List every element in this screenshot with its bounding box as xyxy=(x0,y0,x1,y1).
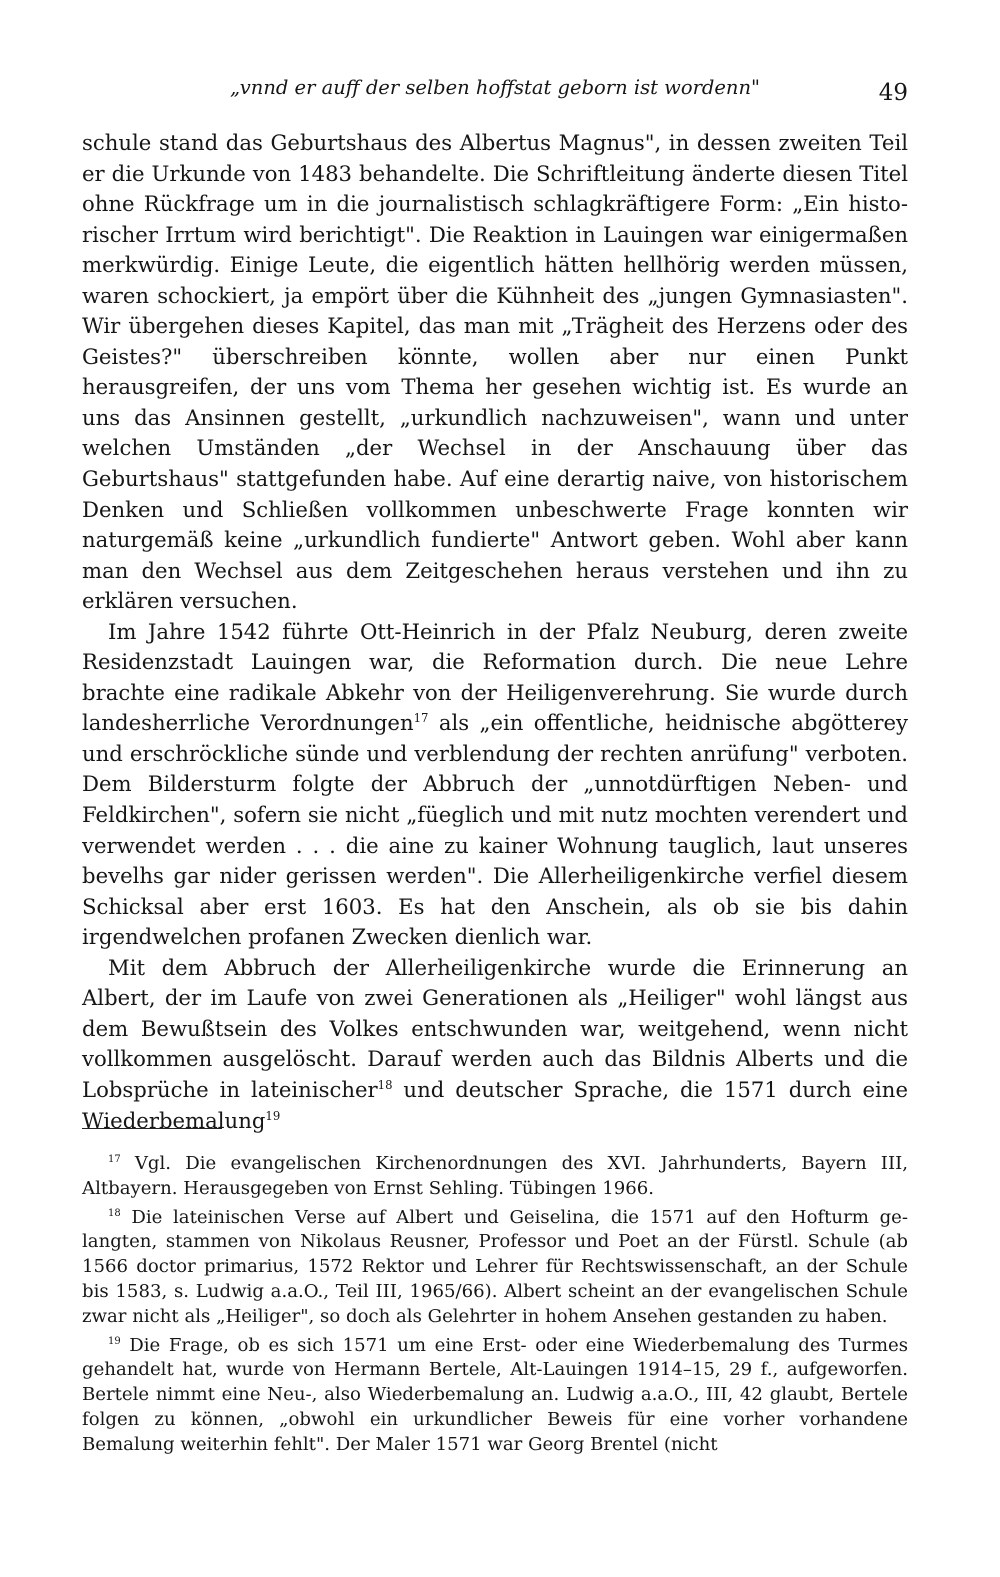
paragraph-1: schule stand das Geburtshaus des Albertus Magnus", in dessen zweiten Teil er die Urkunde von 1483 behandelte. Die Schriftleitung änderte diesen Titel ohne Rückfrage um in die journalistisch schlagkräftigere Form: „Ein historischer Irrtum wird berichtigt". Die Reaktion in Lauingen war einigermaßen merkwürdig. Einige Leute, die eigentlich hätten hellhörig werden müssen, waren schockiert, ja empört über die Kühnheit des „jungen Gymnasiasten". Wir übergehen dieses Kapitel, das man mit „Trägheit des Herzens oder des Geistes?" überschreiben könnte, wollen aber nur einen Punkt herausgreifen, der uns vom Thema her gesehen wichtig ist. Es wurde an uns das Ansinnen gestellt, „urkundlich nachzuweisen", wann und unter welchen Umständen „der Wechsel in der Anschauung über das Geburtshaus" stattgefunden habe. Auf eine derartig naive, von historischem Denken und Schließen vollkommen unbeschwerte Frage konnten wir naturgemäß keine „urkundlich fundierte" Antwort geben. Wohl aber kann man den Wechsel aus dem Zeitgeschehen heraus verstehen und ihn zu erklären versuchen. xyxy=(82,130,908,614)
footnote-17-text: Vgl. Die evangelischen Kirchenordnungen des XVI. Jahrhunderts, Bayern III, Altbayern. Herausgegeben von Ernst Sehling. Tübingen 1966. xyxy=(82,1153,908,1199)
footnote-19 xyxy=(82,1334,908,1458)
footnote-ref-17: 17 xyxy=(413,711,429,726)
footnote-19-number: 19 xyxy=(108,1335,121,1347)
footnote-ref-19: 19 xyxy=(265,1108,281,1123)
main-text xyxy=(82,128,908,1136)
paragraph-2 xyxy=(82,617,908,953)
page-number: 49 xyxy=(878,80,908,106)
footnote-19-text: Die Frage, ob es sich 1571 um eine Erst- oder eine Wiederbemalung des Turmes gehandelt hat, wurde von Hermann Bertele, Alt-Lauingen 1914–15, 29 f., aufgeworfen. Bertele nimmt eine Neu-, also Wiederbemalung an. Ludwig a.a.O., III, 42 glaubt, Bertele folgen zu können, „obwohl ein urkundlicher Beweis für eine vorher vorhandene Bemalung weiterhin fehlt". Der Maler 1571 war Georg Brentel (nicht xyxy=(82,1334,908,1455)
paragraph-2-text-b: als „ein offentliche, heidnische abgötterey und erschröckliche sünde und verblendung der rechten anrüfung" verboten. Dem Bildersturm folgte der Abbruch der „unnotdürftigen Neben- und Feldkirchen", sofern sie nicht „füeglich und mit nutz mochten verendert und verwendet werden . . . die aine zu kainer Wohnung tauglich, laut unseres bevelhs gar nider gerissen werden". Die Allerheiligenkirche verfiel diesem Schicksal aber erst 1603. Es hat den Anschein, als ob sie bis dahin irgendwelchen profanen Zwecken dienlich war. xyxy=(82,710,908,950)
footnotes xyxy=(82,1152,908,1462)
running-title: „vnnd er auff der selben hoffstat geborn ist wordenn" xyxy=(229,76,761,99)
footnote-18-number: 18 xyxy=(108,1207,121,1219)
footnote-ref-18: 18 xyxy=(377,1077,393,1092)
footnote-17 xyxy=(82,1152,908,1202)
paragraph-3 xyxy=(82,953,908,1136)
paragraph-3-text-a: Mit dem Abbruch der Allerheiligenkirche wurde die Erinnerung an Albert, der im Laufe von zwei Generationen als „Heiliger" wohl längst aus dem Bewußtsein des Volkes entschwunden war, weitgehend, wenn nicht vollkommen ausgelöscht. Darauf werden auch das Bildnis Alberts und die Lobsprüche in lateinischer xyxy=(82,954,908,1102)
running-head xyxy=(82,70,908,110)
footnote-18-text: Die lateinischen Verse auf Albert und Geiselina, die 1571 auf den Hofturm gelangten, stammen von Nikolaus Reusner, Professor und Poet an der Fürstl. Schule (ab 1566 doctor primarius, 1572 Rektor und Lehrer für Rechtswissenschaft, an der Schule bis 1583, s. Ludwig a.a.O., Teil III, 1965/66). Albert scheint an der evangelischen Schule zwar nicht als „Heiliger", so doch als Gelehrter in hohem Ansehen gestanden zu haben. xyxy=(82,1206,908,1327)
paragraph-2-text-a: Im Jahre 1542 führte Ott-Heinrich in der Pfalz Neuburg, deren zweite Residenzstadt Lauingen war, die Reformation durch. Die neue Lehre brachte eine radikale Abkehr von der Heiligenverehrung. Sie wurde durch landesherrliche Verordnungen xyxy=(82,618,908,736)
paragraph-3-text-b: und deutscher Sprache, die 1571 durch eine Wiederbemalung xyxy=(82,1076,908,1133)
footnote-17-number: 17 xyxy=(108,1153,121,1165)
footnote-separator xyxy=(82,1128,222,1129)
footnote-18 xyxy=(82,1206,908,1330)
